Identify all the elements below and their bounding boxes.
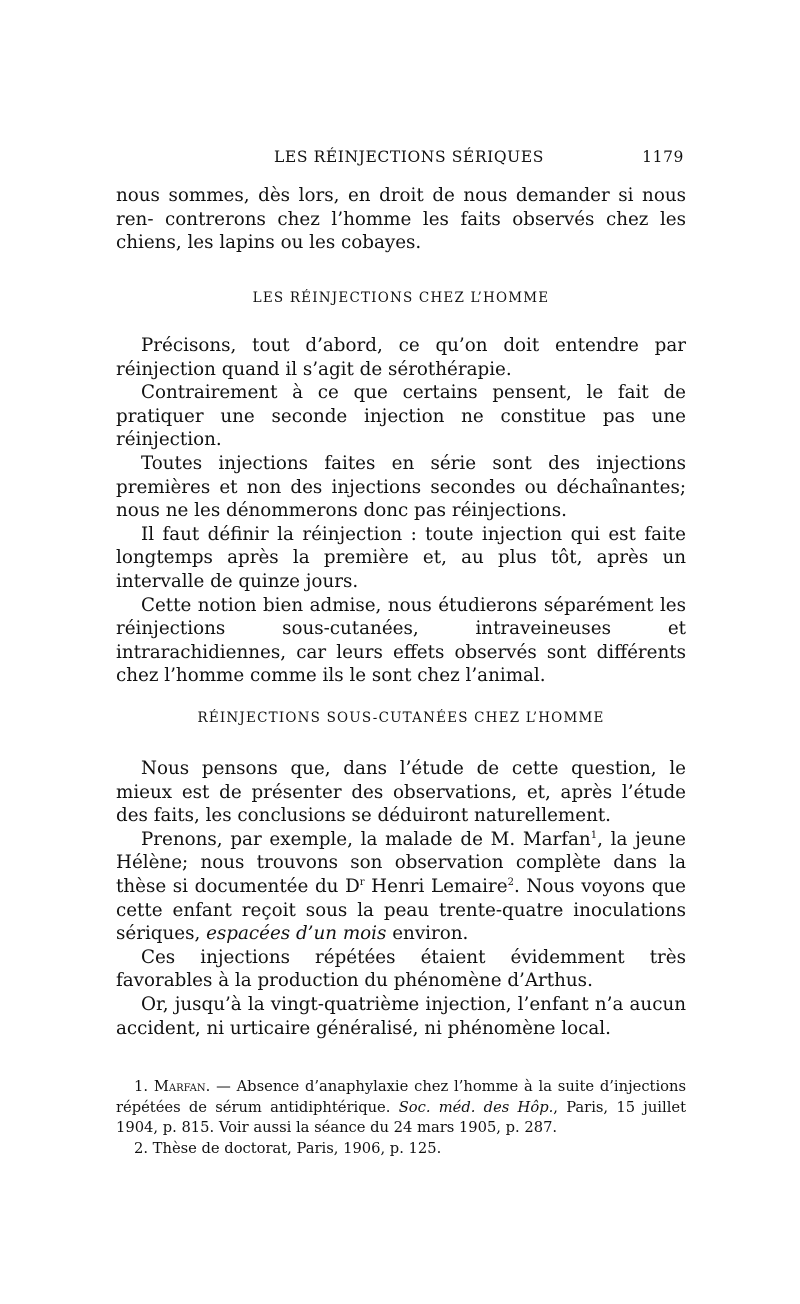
- prenons-text-f: environ.: [386, 923, 469, 945]
- section-heading-sous-cutanees: RÉINJECTIONS SOUS-CUTANÉES CHEZ L’HOMME: [197, 710, 605, 726]
- opening-paragraph-block: [116, 184, 686, 255]
- footnote-1-journal: Soc. méd. des Hôp.: [398, 1098, 554, 1116]
- paragraph-precisons: Précisons, tout d’abord, ce qu’on doit entendre par réinjection quand il s’agit de sérothérapie.: [116, 335, 686, 380]
- prenons-text-a: Prenons, par exemple, la malade de M. Marfan: [141, 828, 591, 850]
- prenons-italic: espacées d’un mois: [206, 923, 387, 945]
- dr-superscript: r: [359, 876, 365, 888]
- paragraph-toutes-injections: Toutes injections faites en série sont des injections premières et non des injections secondes ou déchaînantes; nous ne les dénommerons donc pas réinjections.: [116, 452, 686, 522]
- paragraph-nous-pensons: Nous pensons que, dans l’étude de cette question, le mieux est de présenter des observations, et, après l’étude des faits, les conclusions se déduiront naturellement.: [116, 758, 686, 827]
- footnote-ref-2: 2: [507, 876, 514, 888]
- footnote-1-text-b: , Paris, 15 juillet 1904, p. 815. Voir aussi la séance du 24 mars 1905, p. 287.: [116, 1098, 686, 1137]
- footnote-2: 2. Thèse de doctorat, Paris, 1906, p. 125.: [134, 1139, 442, 1157]
- paragraph-cette-notion: Cette notion bien admise, nous étudierons séparément les réinjections sous-cutanées, intraveineuses et intrarachidiennes, car leurs effets observés sont différents chez l’homme comme ils le sont chez l’animal.: [116, 594, 686, 687]
- section-heading-reinjections-homme: LES RÉINJECTIONS CHEZ L’HOMME: [252, 290, 550, 306]
- paragraph-definition: Il faut définir la réinjection : toute injection qui est faite longtemps après la première et, au plus tôt, après un intervalle de quinze jours.: [116, 523, 686, 592]
- prenons-text-d: . Nous voyons que cette enfant reçoit sous la peau trente-quatre inoculations sériques,: [116, 875, 686, 945]
- section-2-body: [116, 757, 686, 1040]
- section-1-body: [116, 334, 686, 688]
- footnotes: [116, 1077, 686, 1159]
- footnote-1-author: Marfan.: [153, 1078, 211, 1095]
- footnote-1: [116, 1077, 686, 1139]
- page-number: 1179: [642, 148, 684, 166]
- prenons-text-b: , la jeune Hélène; nous trouvons son observation complète dans la thèse si documentée du D: [116, 828, 686, 897]
- footnote-ref-1: 1: [590, 829, 598, 841]
- prenons-text-c: Henri Lemaire: [364, 875, 508, 897]
- paragraph-prenons: [116, 828, 686, 946]
- opening-paragraph: nous sommes, dès lors, en droit de nous demander si nous ren- contrerons chez l’homme les faits observés chez les chiens, les lapins ou les cobayes.: [116, 185, 686, 254]
- footnote-1-number: 1.: [134, 1078, 149, 1095]
- paragraph-ces-injections: Ces injections répétées étaient évidemment très favorables à la production du phénomène d’Arthus.: [116, 946, 686, 992]
- running-head-title: LES RÉINJECTIONS SÉRIQUES: [274, 148, 544, 166]
- paragraph-or-jusqua: Or, jusqu’à la vingt-quatrième injection, l’enfant n’a aucun accident, ni urticaire généralisé, ni phénomène local.: [116, 993, 686, 1039]
- paragraph-contrairement: Contrairement à ce que certains pensent, le fait de pratiquer une seconde injection ne constitue pas une réinjection.: [116, 382, 686, 451]
- running-head: [116, 148, 684, 172]
- footnote-1-text-a: — Absence d’anaphylaxie chez l’homme à la suite d’injections répétées de sérum antidiphtérique.: [116, 1078, 686, 1116]
